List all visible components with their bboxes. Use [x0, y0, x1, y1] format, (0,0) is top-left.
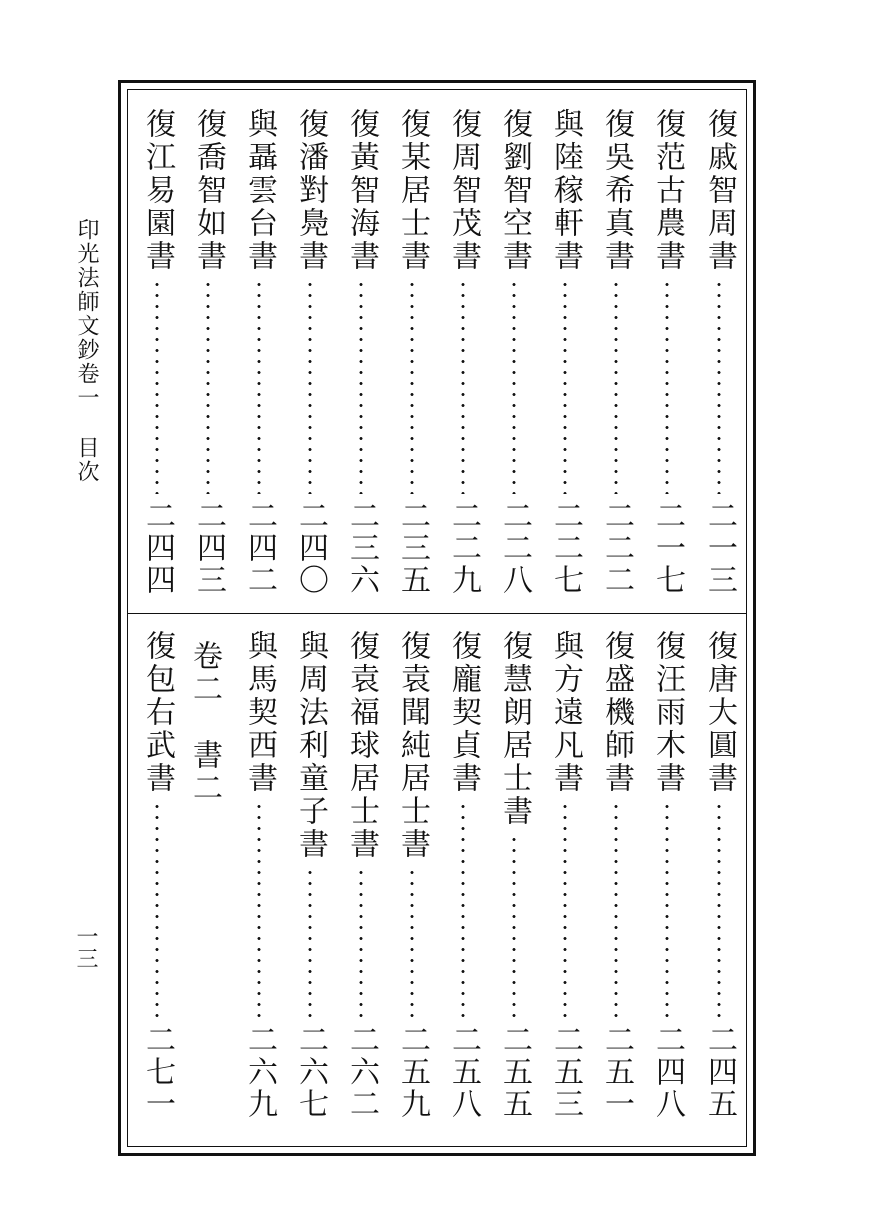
dot-leader — [665, 801, 669, 1018]
dot-leader — [155, 279, 159, 494]
entry-page: 二六七 — [293, 1024, 328, 1120]
entry-title: 與周法利童子書 — [293, 630, 328, 861]
entry-page: 二三六 — [344, 500, 379, 596]
entry-title: 復范古農書 — [650, 108, 685, 273]
toc-entry[interactable] — [592, 630, 640, 1120]
dot-leader — [206, 279, 210, 494]
dot-leader — [359, 867, 363, 1018]
entry-page: 二六九 — [242, 1024, 277, 1120]
toc-entry[interactable] — [541, 108, 589, 596]
toc-entry[interactable] — [286, 108, 334, 596]
entry-page: 二一七 — [650, 500, 685, 596]
dot-leader — [614, 279, 618, 494]
toc-entry[interactable] — [184, 108, 232, 596]
toc-entry[interactable] — [388, 108, 436, 596]
entry-title: 與聶雲台書 — [242, 108, 277, 273]
toc-entry[interactable] — [490, 630, 538, 1120]
toc-entry[interactable] — [439, 630, 487, 1120]
page-number: 一三 — [73, 925, 98, 969]
entry-title: 復盛機師書 — [599, 630, 634, 795]
entry-title: 復慧朗居士書 — [497, 630, 532, 828]
dot-leader — [563, 801, 567, 1018]
entry-page: 二二九 — [446, 500, 481, 596]
entry-page: 二五三 — [548, 1024, 583, 1120]
volume-heading — [184, 640, 232, 840]
running-head — [62, 218, 102, 484]
dot-leader — [717, 279, 721, 494]
dot-leader — [155, 801, 159, 1018]
entry-title: 與陸稼軒書 — [548, 108, 583, 273]
toc-entry[interactable] — [439, 108, 487, 596]
entry-page: 二六二 — [344, 1024, 379, 1120]
dot-leader — [308, 867, 312, 1018]
entry-title: 復袁福球居士書 — [344, 630, 379, 861]
dot-leader — [512, 834, 516, 1018]
toc-entry[interactable] — [695, 630, 743, 1120]
entry-page: 二二七 — [548, 500, 583, 596]
entry-title: 復黃智海書 — [344, 108, 379, 273]
dot-leader — [512, 279, 516, 494]
entry-title: 復某居士書 — [395, 108, 430, 273]
entry-page: 二五八 — [446, 1024, 481, 1120]
entry-title: 復潘對鳧書 — [293, 108, 328, 273]
toc-entry[interactable] — [541, 630, 589, 1120]
toc-entry[interactable] — [643, 108, 691, 596]
dot-leader — [410, 867, 414, 1018]
entry-page: 二五一 — [599, 1024, 634, 1120]
entry-title: 復喬智如書 — [191, 108, 226, 273]
entry-page: 二三五 — [395, 500, 430, 596]
entry-page: 二五五 — [497, 1024, 532, 1120]
toc-entry[interactable] — [592, 108, 640, 596]
entry-page: 二四二 — [242, 500, 277, 596]
dot-leader — [308, 279, 312, 494]
dot-leader — [410, 279, 414, 494]
entry-title: 復周智茂書 — [446, 108, 481, 273]
entry-title: 與方遠凡書 — [548, 630, 583, 795]
entry-page: 二四〇 — [293, 500, 328, 596]
dot-leader — [359, 279, 363, 494]
dot-leader — [563, 279, 567, 494]
entry-page: 二一三 — [702, 500, 737, 596]
toc-entry[interactable] — [235, 630, 283, 1120]
entry-page: 二四八 — [650, 1024, 685, 1120]
toc-entry[interactable] — [490, 108, 538, 596]
volume-heading-text: 卷二 書二 — [187, 640, 222, 805]
entry-title: 復包右武書 — [140, 630, 175, 795]
toc-entry[interactable] — [643, 630, 691, 1120]
entry-page: 二四三 — [191, 500, 226, 596]
dot-leader — [665, 279, 669, 494]
entry-title: 復龐契貞書 — [446, 630, 481, 795]
entry-page: 二五九 — [395, 1024, 430, 1120]
toc-entry[interactable] — [337, 108, 385, 596]
entry-page: 二七一 — [140, 1024, 175, 1120]
dot-leader — [717, 801, 721, 1018]
entry-title: 復吳希真書 — [599, 108, 634, 273]
toc-entry[interactable] — [286, 630, 334, 1120]
entry-title: 復劉智空書 — [497, 108, 532, 273]
toc-entry[interactable] — [235, 108, 283, 596]
entry-title: 復袁聞純居士書 — [395, 630, 430, 861]
toc-entry[interactable] — [133, 108, 181, 596]
entry-page: 二二八 — [497, 500, 532, 596]
entry-title: 復江易園書 — [140, 108, 175, 273]
dot-leader — [614, 801, 618, 1018]
toc-entry[interactable] — [337, 630, 385, 1120]
entry-title: 復唐大圓書 — [702, 630, 737, 795]
entry-page: 二二二 — [599, 500, 634, 596]
dot-leader — [461, 279, 465, 494]
dot-leader — [461, 801, 465, 1018]
entry-page: 二四五 — [702, 1024, 737, 1120]
entry-title: 與馬契西書 — [242, 630, 277, 795]
entry-page: 二四四 — [140, 500, 175, 596]
toc-entry[interactable] — [695, 108, 743, 596]
entry-title: 復汪雨木書 — [650, 630, 685, 795]
dot-leader — [257, 801, 261, 1018]
running-head-book: 印光法師文鈔卷一 — [74, 218, 99, 410]
dot-leader — [257, 279, 261, 494]
toc-entry[interactable] — [388, 630, 436, 1120]
toc-entry[interactable] — [133, 630, 181, 1120]
section-divider — [127, 613, 747, 614]
entry-title: 復戚智周書 — [702, 108, 737, 273]
running-head-section: 目次 — [74, 436, 99, 484]
